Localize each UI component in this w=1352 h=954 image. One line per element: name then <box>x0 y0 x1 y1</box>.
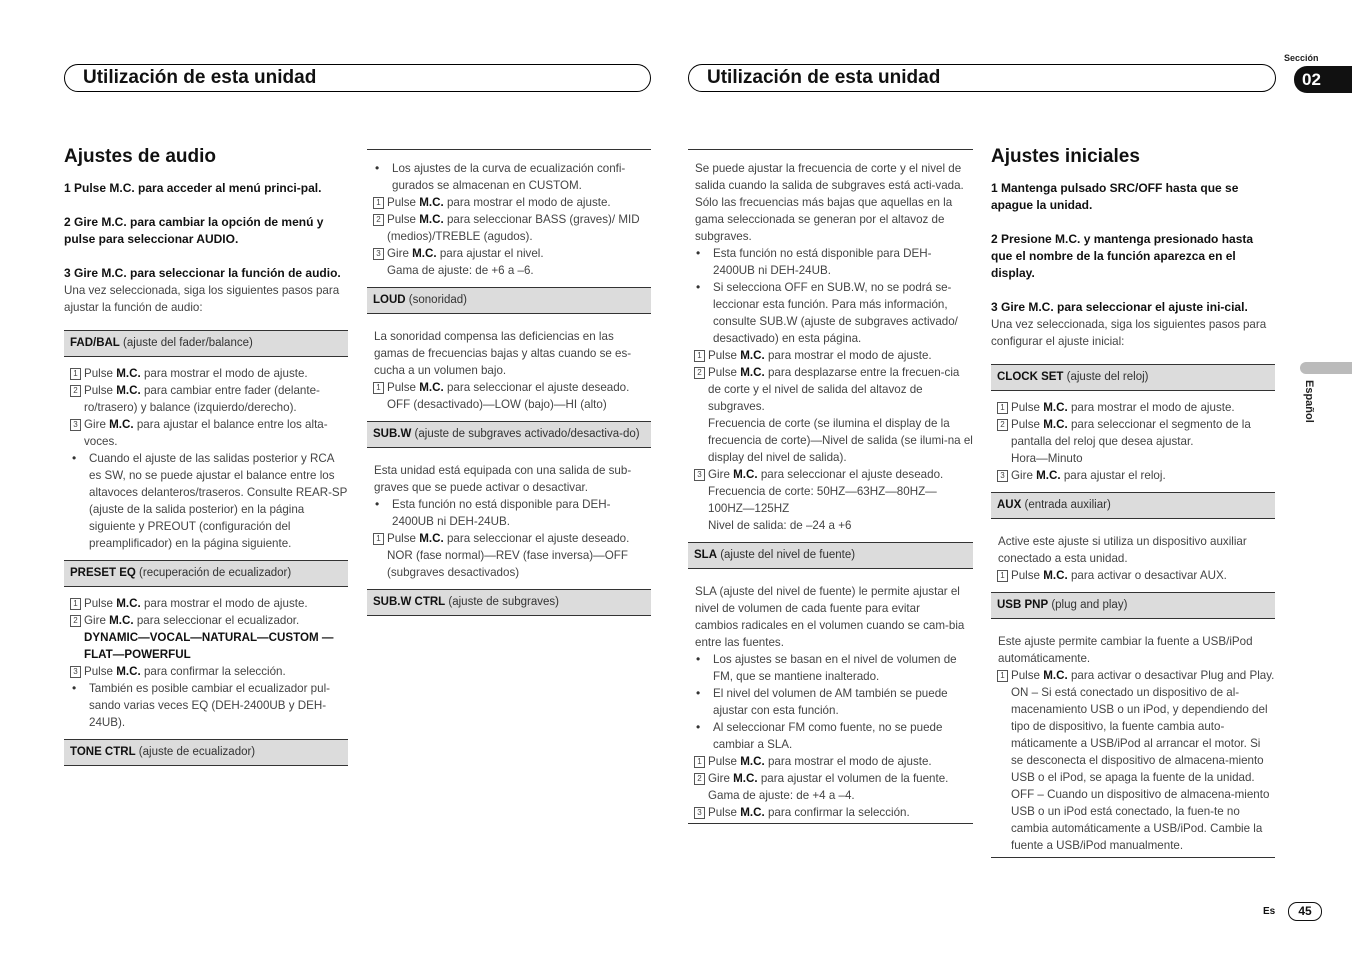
column-1 <box>64 146 348 774</box>
section-label: Sección <box>1284 53 1319 63</box>
list-item: 2 Pulse M.C. para seleccionar el segmento de la pantalla del reloj que desea ajustar. Hora—Minuto <box>991 416 1275 467</box>
page-number: 45 <box>1288 902 1322 921</box>
bullet-note: • Esta función no está disponible para DEH-2400UB ni DEH-24UB. <box>367 496 651 530</box>
step-1: 1 Mantenga pulsado SRC/OFF hasta que se apague la unidad. <box>991 181 1239 212</box>
setting-bar-clock-set: CLOCK SET (ajuste del reloj) <box>991 364 1275 391</box>
section-header-right-title: Utilización de esta unidad <box>707 67 941 88</box>
intro-text: Una vez seleccionada, siga los siguientes pasos para configurar el ajuste inicial: <box>991 318 1267 348</box>
heading-ajustes-audio: Ajustes de audio <box>64 146 217 167</box>
list-item: 1 Pulse M.C. para seleccionar el ajuste deseado. OFF (desactivado)—LOW (bajo)—HI (alto) <box>367 379 651 413</box>
column-4 <box>991 146 1275 858</box>
list-item: 2 Pulse M.C. para seleccionar BASS (graves)/ MID (medios)/TREBLE (agudos). <box>367 211 651 245</box>
column-3 <box>688 149 973 824</box>
list-item: 3 Gire M.C. para ajustar el balance entre los alta-voces. <box>64 416 348 450</box>
section-header-left <box>64 64 651 92</box>
bullet-note: • El nivel del volumen de AM también se puede ajustar con esta función. <box>688 685 973 719</box>
step-2: 2 Gire M.C. para cambiar la opción de menú y pulse para seleccionar AUDIO. <box>64 215 324 246</box>
list-item: 1 Pulse M.C. para seleccionar el ajuste deseado. NOR (fase normal)—REV (fase inversa)—OFF (subgraves desactivados) <box>367 530 651 581</box>
bullet-note: • Esta función no está disponible para DEH-2400UB ni DEH-24UB. <box>688 245 973 279</box>
bullet-note: • También es posible cambiar el ecualizador pul-sando varias veces EQ (DEH-2400UB y DEH-24UB). <box>64 680 348 731</box>
step-1: 1 Pulse M.C. para acceder al menú princi-pal. <box>64 181 322 195</box>
step-3: 3 Gire M.C. para seleccionar la función de audio. <box>64 266 341 280</box>
setting-bar-loud: LOUD (sonoridad) <box>367 287 651 314</box>
setting-bar-subw-ctrl: SUB.W CTRL (ajuste de subgraves) <box>367 589 651 616</box>
sla-text: SLA (ajuste del nivel de fuente) le permite ajustar el nivel de volumen de cada fuente para evitar cambios radicales en el volumen cuando se cam-bia entre las fuentes. <box>695 585 965 649</box>
section-header-right <box>688 64 1276 92</box>
language-tab <box>1300 362 1352 374</box>
setting-bar-usb-pnp: USB PNP (plug and play) <box>991 592 1275 619</box>
bullet-note: • Los ajustes se basan en el nivel de volumen de FM, que se mantiene inalterado. <box>688 651 973 685</box>
usb-text: Este ajuste permite cambiar la fuente a USB/iPod automáticamente. <box>998 635 1253 665</box>
step-3: 3 Gire M.C. para seleccionar el ajuste ini-cial. <box>991 300 1248 314</box>
footer-lang-code: Es <box>1263 906 1276 917</box>
list-item: 1 Pulse M.C. para mostrar el modo de ajuste. <box>64 365 348 382</box>
language-label: Español <box>1303 380 1315 423</box>
list-item: 1 Pulse M.C. para mostrar el modo de ajuste. <box>688 753 973 770</box>
bullet-note: • Los ajustes de la curva de ecualización confi-gurados se almacenan en CUSTOM. <box>367 160 651 194</box>
bullet-note: • Si selecciona OFF en SUB.W, no se podrá se-leccionar esta función. Para más información, consulte SUB.W (ajuste de subgraves activado/ desactivado) en esta página. <box>688 279 973 347</box>
loud-text: La sonoridad compensa las deficiencias en las gamas de frecuencias bajas y altas cuando se es-cucha a un volumen bajo. <box>374 330 632 377</box>
bullet-note: • Al seleccionar FM como fuente, no se puede cambiar a SLA. <box>688 719 973 753</box>
list-item: 1 Pulse M.C. para mostrar el modo de ajuste. <box>991 399 1275 416</box>
list-item: 1 Pulse M.C. para mostrar el modo de ajuste. <box>688 347 973 364</box>
setting-bar-sla: SLA (ajuste del nivel de fuente) <box>688 542 973 569</box>
list-item: 3 Gire M.C. para ajustar el nivel. Gama de ajuste: de +6 a –6. <box>367 245 651 279</box>
step-2: 2 Presione M.C. y mantenga presionado hasta que el nombre de la función aparezca en el display. <box>991 232 1254 280</box>
setting-bar-fad-bal: FAD/BAL (ajuste del fader/balance) <box>64 330 348 357</box>
setting-bar-subw: SUB.W (ajuste de subgraves activado/desactiva-do) <box>367 421 651 448</box>
list-item: 2 Gire M.C. para ajustar el volumen de la fuente. Gama de ajuste: de +4 a –4. <box>688 770 973 804</box>
list-item: 2 Pulse M.C. para cambiar entre fader (delante-ro/trasero) y balance (izquierdo/derecho). <box>64 382 348 416</box>
subw-ctrl-text-1: Se puede ajustar la frecuencia de corte y el nivel de salida cuando la salida de subgraves está acti-vada. <box>695 162 964 192</box>
list-item: 1 Pulse M.C. para activar o desactivar AUX. <box>991 567 1275 584</box>
list-item: 2 Gire M.C. para seleccionar el ecualizador. DYNAMIC—VOCAL—NATURAL—CUSTOM —FLAT—POWERFUL <box>64 612 348 663</box>
subw-ctrl-text-2: Sólo las frecuencias más bajas que aquellas en la gama seleccionada se generan por el altavoz de subgraves. <box>695 196 953 243</box>
heading-ajustes-iniciales: Ajustes iniciales <box>991 146 1140 167</box>
section-header-left-title: Utilización de esta unidad <box>83 67 317 88</box>
bullet-note: • Cuando el ajuste de las salidas posterior y RCA es SW, no se puede ajustar el balance entre los altavoces delanteros/traseros. Consulte REAR-SP (ajuste de la salida posterior) en la página siguiente y PREOUT (configuración del preamplificador) en la página siguiente. <box>64 450 348 552</box>
subw-text: Esta unidad está equipada con una salida de sub-graves que se puede activar o desactivar. <box>374 464 632 494</box>
setting-bar-preset-eq: PRESET EQ (recuperación de ecualizador) <box>64 560 348 587</box>
list-item: 3 Pulse M.C. para confirmar la selección. <box>64 663 348 680</box>
usb-off-note: OFF – Cuando un dispositivo de almacena-miento USB o un iPod está conectado, la fuen-te no cambia automáticamente a USB/iPod. Cambie la fuente a USB/iPod manualmente. <box>991 786 1275 858</box>
setting-bar-aux: AUX (entrada auxiliar) <box>991 492 1275 519</box>
intro-text: Una vez seleccionada, siga los siguientes pasos para ajustar la función de audio: <box>64 284 340 314</box>
aux-text: Active este ajuste si utiliza un dispositivo auxiliar conectado a esta unidad. <box>998 535 1247 565</box>
section-number-badge: 02 <box>1294 66 1352 93</box>
list-item: 1 Pulse M.C. para mostrar el modo de ajuste. <box>367 194 651 211</box>
setting-bar-tone-ctrl: TONE CTRL (ajuste de ecualizador) <box>64 739 348 766</box>
list-item: 1 Pulse M.C. para mostrar el modo de ajuste. <box>64 595 348 612</box>
usb-on-note: ON – Si está conectado un dispositivo de al-macenamiento USB o un iPod, y dependiendo del tipo de dispositivo, la fuente cambia auto-máticamente a USB/iPod al arrancar el motor. Si se desconecta el dispositivo de almacena-miento USB o el iPod, se apaga la fuente de la unidad. <box>1011 686 1268 784</box>
list-item: 1 Pulse M.C. para activar o desactivar Plug and Play. <box>991 667 1275 684</box>
list-item: 3 Gire M.C. para seleccionar el ajuste deseado. Frecuencia de corte: 50HZ—63HZ—80HZ— 100HZ—125HZ Nivel de salida: de –24 a +6 <box>688 466 973 534</box>
column-2 <box>367 149 651 624</box>
list-item: 2 Pulse M.C. para desplazarse entre la frecuen-cia de corte y el nivel de salida del altavoz de subgraves. Frecuencia de corte (se ilumina el display de la frecuencia de corte)—Nivel de salida (se ilumi-na el display del nivel de salida). <box>688 364 973 466</box>
list-item: 3 Pulse M.C. para confirmar la selección. <box>688 804 973 824</box>
list-item: 3 Gire M.C. para ajustar el reloj. <box>991 467 1275 484</box>
